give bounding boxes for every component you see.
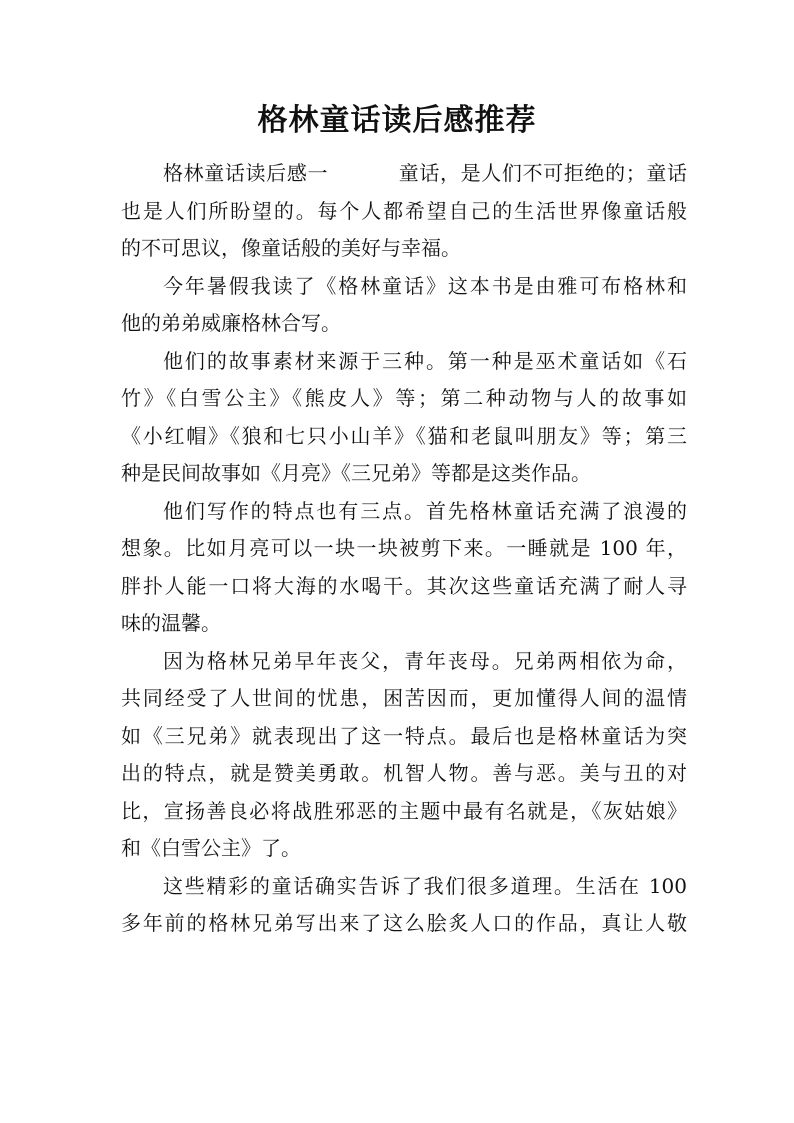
text-line: 因为格林兄弟早年丧父，青年丧母。兄弟两相依为命，: [163, 648, 687, 673]
text-line: 他的弟弟威廉格林合写。: [121, 311, 341, 335]
text-line: 这些精彩的童话确实告诉了我们很多道理。生活在 100: [163, 873, 687, 898]
text-line: 比，宣扬善良必将战胜邪恶的主题中最有名就是，《灰姑娘》: [121, 798, 687, 823]
text-line: 共同经受了人世间的忧患，困苦因而，更加懂得人间的温情: [121, 686, 687, 710]
text-line: 《小红帽》《狼和七只小山羊》《猫和老鼠叫朋友》等；第三: [121, 423, 687, 448]
text-line: 想象。比如月亮可以一块一块被剪下来。一睡就是 100 年，: [121, 536, 687, 560]
text-line: 的不可思议，像童话般的美好与幸福。: [121, 236, 461, 260]
text-line: 和《白雪公主》了。: [121, 836, 301, 860]
text-line: 竹》《白雪公主》《熊皮人》等；第二种动物与人的故事如: [121, 386, 687, 410]
document-body: [121, 155, 687, 943]
text-line: 他们的故事素材来源于三种。第一种是巫术童话如《石: [163, 348, 687, 373]
text-line: 味的温馨。: [121, 611, 221, 635]
text-segment: 童话，是人们不可拒绝的；童话: [398, 161, 687, 185]
text-line: 出的特点，就是赞美勇敢。机智人物。善与恶。美与丑的对: [121, 761, 687, 785]
text-line: 他们写作的特点也有三点。首先格林童话充满了浪漫的: [163, 498, 687, 523]
text-line: 种是民间故事如《月亮》《三兄弟》等都是这类作品。: [121, 461, 591, 485]
text-line: 如《三兄弟》就表现出了这一特点。最后也是格林童话为突: [121, 723, 687, 748]
text-line: 胖扑人能一口将大海的水喝干。其次这些童话充满了耐人寻: [121, 573, 687, 598]
section-heading: 格林童话读后感一: [163, 161, 329, 185]
text-line: 多年前的格林兄弟写出来了这么脍炙人口的作品，真让人敬: [121, 911, 687, 935]
text-line: [121, 155, 687, 193]
text-line: 今年暑假我读了《格林童话》这本书是由雅可布格林和: [163, 273, 687, 298]
text-line: 也是人们所盼望的。每个人都希望自己的生活世界像童话般: [121, 198, 687, 223]
document-title: 格林童话读后感推荐: [257, 103, 537, 138]
